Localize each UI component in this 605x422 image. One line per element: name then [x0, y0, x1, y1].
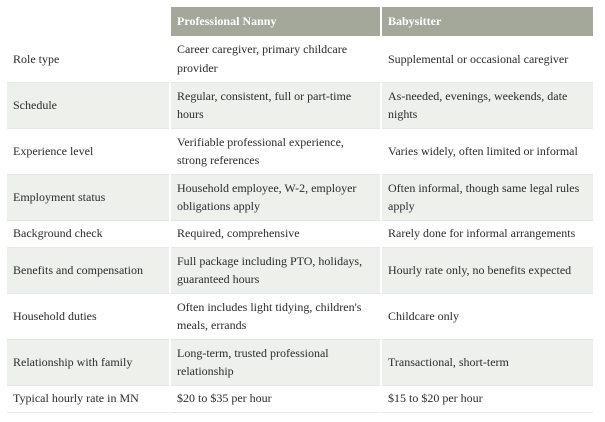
table-row — [7, 36, 593, 82]
table-row — [7, 339, 593, 385]
table-row — [7, 220, 593, 247]
row-label: Relationship with family — [7, 339, 170, 385]
nanny-cell: Long-term, trusted professional relationship — [170, 339, 381, 385]
babysitter-cell: Supplemental or occasional caregiver — [381, 36, 593, 82]
babysitter-cell: As-needed, evenings, weekends, date nights — [381, 82, 593, 128]
header-babysitter: Babysitter — [381, 7, 593, 36]
babysitter-cell: $15 to $20 per hour — [381, 385, 593, 412]
table-header-row — [7, 7, 593, 36]
row-label: Experience level — [7, 128, 170, 174]
table-row — [7, 174, 593, 220]
nanny-cell: Full package including PTO, holidays, guaranteed hours — [170, 247, 381, 293]
babysitter-cell: Varies widely, often limited or informal — [381, 128, 593, 174]
table-row — [7, 82, 593, 128]
nanny-vs-babysitter-table — [7, 7, 593, 413]
nanny-cell: Regular, consistent, full or part-time hours — [170, 82, 381, 128]
row-label: Employment status — [7, 174, 170, 220]
nanny-cell: Verifiable professional experience, strong references — [170, 128, 381, 174]
comparison-table-container — [7, 7, 593, 413]
nanny-cell: Often includes light tidying, children's meals, errands — [170, 293, 381, 339]
nanny-cell: Career caregiver, primary childcare provider — [170, 36, 381, 82]
header-professional-nanny: Professional Nanny — [170, 7, 381, 36]
babysitter-cell: Hourly rate only, no benefits expected — [381, 247, 593, 293]
row-label: Household duties — [7, 293, 170, 339]
nanny-cell: Required, comprehensive — [170, 220, 381, 247]
row-label: Typical hourly rate in MN — [7, 385, 170, 412]
nanny-cell: $20 to $35 per hour — [170, 385, 381, 412]
row-label: Role type — [7, 36, 170, 82]
babysitter-cell: Childcare only — [381, 293, 593, 339]
row-label: Background check — [7, 220, 170, 247]
babysitter-cell: Rarely done for informal arrangements — [381, 220, 593, 247]
header-corner-cell — [7, 7, 170, 36]
row-label: Schedule — [7, 82, 170, 128]
nanny-cell: Household employee, W-2, employer obligations apply — [170, 174, 381, 220]
table-row — [7, 247, 593, 293]
table-row — [7, 385, 593, 412]
babysitter-cell: Transactional, short-term — [381, 339, 593, 385]
babysitter-cell: Often informal, though same legal rules apply — [381, 174, 593, 220]
table-row — [7, 128, 593, 174]
table-row — [7, 293, 593, 339]
row-label: Benefits and compensation — [7, 247, 170, 293]
